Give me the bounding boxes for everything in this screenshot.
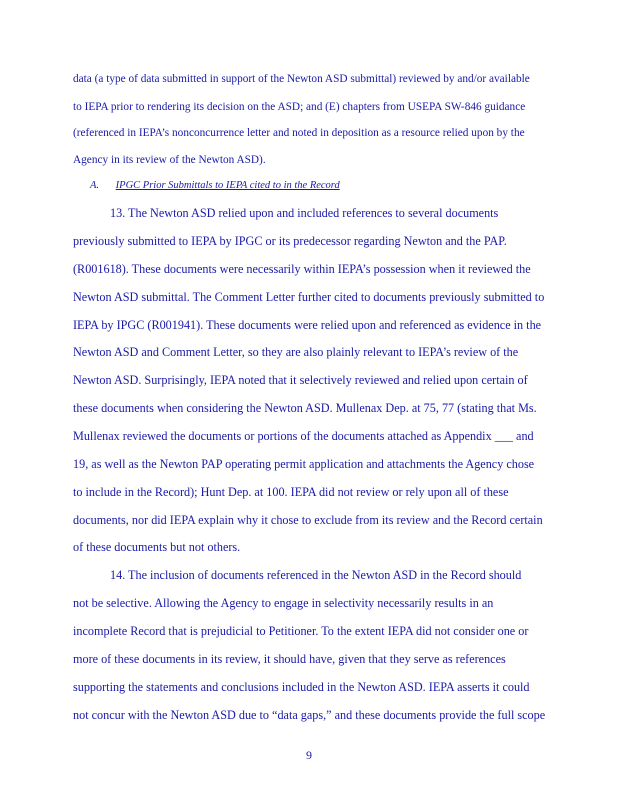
paragraph-14-line: supporting the statements and conclusions included in the Newton ASD. IEPA asserts it could bbox=[73, 680, 530, 694]
section-title: IPGC Prior Submittals to IEPA cited to in the Record bbox=[115, 180, 340, 191]
paragraph-13-line: to include in the Record); Hunt Dep. at 100. IEPA did not review or rely upon all of these bbox=[73, 485, 509, 499]
paragraph-13-line: of these documents but not others. bbox=[73, 540, 241, 554]
paragraph-13-line: Newton ASD and Comment Letter, so they are also plainly relevant to IEPA’s review of the bbox=[73, 345, 519, 359]
paragraph-13-line: (R001618). These documents were necessarily within IEPA’s possession when it reviewed the bbox=[73, 262, 531, 276]
page-number: 9 bbox=[306, 748, 312, 762]
paragraph-14-line: more of these documents in its review, it should have, given that they serve as references bbox=[73, 652, 506, 666]
text-line: Agency in its review of the Newton ASD). bbox=[73, 154, 266, 166]
paragraph-13-line: Mullenax reviewed the documents or portions of the documents attached as Appendix ___ and bbox=[73, 429, 534, 443]
paragraph-13-line: previously submitted to IEPA by IPGC or its predecessor regarding Newton and the PAP. bbox=[73, 234, 507, 248]
paragraph-14-line: not be selective. Allowing the Agency to engage in selectivity necessarily results in an bbox=[73, 596, 494, 610]
paragraph-13-line: Newton ASD submittal. The Comment Letter further cited to documents previously submitted to bbox=[73, 290, 545, 304]
section-heading bbox=[90, 180, 340, 191]
paragraph-14-line: incomplete Record that is prejudicial to Petitioner. To the extent IEPA did not consider one or bbox=[73, 624, 529, 638]
paragraph-13-line: documents, nor did IEPA explain why it chose to exclude from its review and the Record certain bbox=[73, 513, 543, 527]
paragraph-13-line: 13. The Newton ASD relied upon and included references to several documents bbox=[110, 206, 499, 220]
text-line: to IEPA prior to rendering its decision on the ASD; and (E) chapters from USEPA SW-846 guidance bbox=[73, 101, 526, 113]
paragraph-13-line: these documents when considering the Newton ASD. Mullenax Dep. at 75, 77 (stating that Ms. bbox=[73, 401, 537, 415]
paragraph-14-line: not concur with the Newton ASD due to “data gaps,” and these documents provide the full scope bbox=[73, 708, 546, 722]
text-line: (referenced in IEPA’s nonconcurrence letter and noted in deposition as a resource relied upon by the bbox=[73, 127, 525, 139]
paragraph-13-line: IEPA by IPGC (R001941). These documents were relied upon and referenced as evidence in the bbox=[73, 318, 542, 332]
paragraph-14-line: 14. The inclusion of documents referenced in the Newton ASD in the Record should bbox=[110, 568, 522, 582]
paragraph-13-line: 19, as well as the Newton PAP operating permit application and attachments the Agency chose bbox=[73, 457, 535, 471]
text-line: data (a type of data submitted in support of the Newton ASD submittal) reviewed by and/or available bbox=[73, 73, 530, 85]
section-letter: A. bbox=[90, 180, 100, 191]
paragraph-13-line: Newton ASD. Surprisingly, IEPA noted that it selectively reviewed and relied upon certain of bbox=[73, 373, 528, 387]
